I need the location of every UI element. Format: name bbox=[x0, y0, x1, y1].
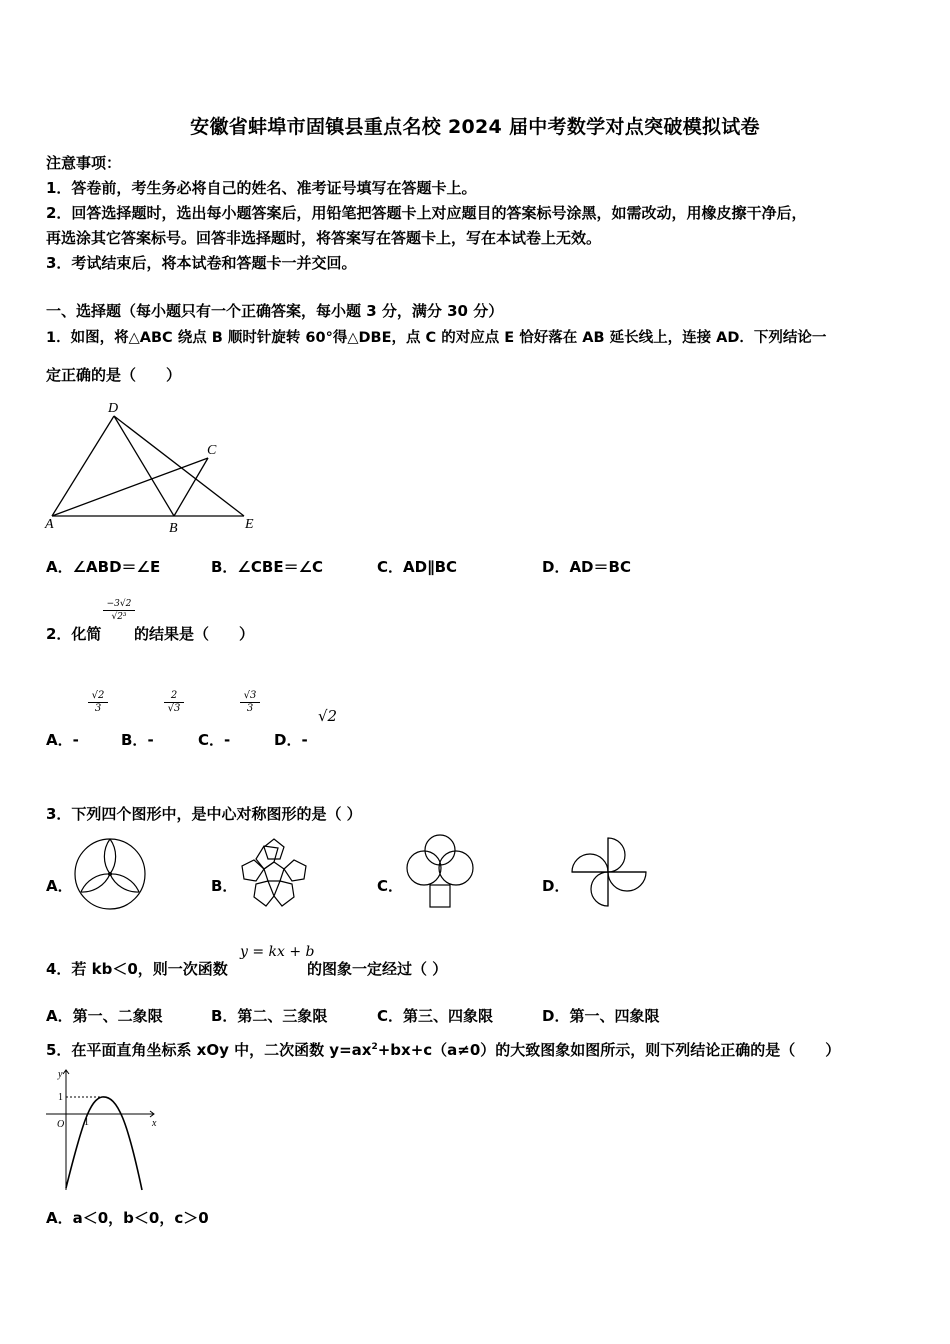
origin-label: O bbox=[57, 1119, 65, 1130]
q1-stem: 1．如图，将△ABC 绕点 B 顺时针旋转 60°得△DBE，点 C 的对应点 E 恰好落在 AB 延长线上，连接 AD．下列结论一 bbox=[46, 330, 827, 346]
q1-stem-2: 定正确的是（ ） bbox=[46, 366, 182, 384]
q3-figure-c bbox=[400, 832, 480, 916]
y-one-label: 1 bbox=[58, 1092, 63, 1103]
label-b: B bbox=[169, 521, 178, 536]
notice-heading: 注意事项： bbox=[46, 154, 122, 172]
axis-y-label: y bbox=[58, 1069, 63, 1080]
q2-option-c[interactable]: C．- bbox=[198, 731, 231, 749]
q2-b-fraction bbox=[164, 690, 184, 715]
q4-formula: y = kx + b bbox=[240, 944, 315, 960]
q4-option-d[interactable]: D．第一、四象限 bbox=[542, 1007, 660, 1025]
axis-x-label: x bbox=[152, 1118, 157, 1129]
q2-c-denominator: 3 bbox=[246, 703, 254, 714]
q5-stem: 5．在平面直角坐标系 xOy 中，二次函数 $y=ax^2+bx+c(a\ne 0)$的大致图象如图所示，则下列结论正确的是（ ） bbox=[46, 1041, 841, 1059]
label-c: C bbox=[207, 443, 217, 458]
q2-option-d[interactable]: D．- bbox=[274, 731, 308, 749]
q1-option-a[interactable]: A．∠ABD＝∠E bbox=[46, 558, 161, 576]
q4-option-a[interactable]: A．第一、二象限 bbox=[46, 1007, 163, 1025]
q3-figure-a bbox=[70, 834, 150, 914]
q2-b-denominator: √3 bbox=[167, 703, 181, 714]
q4-option-b[interactable]: B．第二、三象限 bbox=[211, 1007, 328, 1025]
q3-figure-d bbox=[566, 834, 652, 914]
notice-item: 2．回答选择题时，选出每小题答案后，用铅笔把答题卡上对应题目的答案标号涂黑，如需改动，用橡皮擦干净后， bbox=[46, 204, 807, 222]
label-e: E bbox=[245, 517, 254, 532]
q2-a-fraction bbox=[88, 690, 108, 715]
section-heading: 一、选择题（每小题只有一个正确答案，每小题 3 分，满分 30 分） bbox=[46, 302, 504, 320]
q2-d-value: √2 bbox=[318, 707, 338, 725]
q1-option-b[interactable]: B．∠CBE＝∠C bbox=[211, 558, 324, 576]
q4-prefix: 4．若 kb＜0，则一次函数 bbox=[46, 960, 228, 978]
q3-option-c[interactable]: C． bbox=[377, 877, 404, 895]
q4-option-c[interactable]: C．第三、四象限 bbox=[377, 1007, 494, 1025]
q3-stem: 3．下列四个图形中，是中心对称图形的是（ ） bbox=[46, 805, 362, 823]
q2-option-b[interactable]: B．- bbox=[121, 731, 154, 749]
q2-c-numerator: √3 bbox=[240, 690, 260, 703]
q5-option-a[interactable]: A．a＜0，b＜0，c＞0 bbox=[46, 1209, 209, 1227]
label-d: D bbox=[108, 401, 119, 416]
q2-suffix: 的结果是（ ） bbox=[134, 625, 255, 643]
q2-b-numerator: 2 bbox=[164, 690, 184, 703]
notice-item: 3．考试结束后，将本试卷和答题卡一并交回。 bbox=[46, 254, 357, 272]
q1-option-d[interactable]: D．AD＝BC bbox=[542, 558, 631, 576]
q1-triangle-figure bbox=[44, 396, 264, 536]
q2-a-denominator: 3 bbox=[94, 703, 102, 714]
page-title: 安徽省蚌埠市固镇县重点名校 2024 届中考数学对点突破模拟试卷 bbox=[190, 116, 760, 138]
q3-figure-b bbox=[234, 834, 314, 914]
q3-option-b[interactable]: B． bbox=[211, 877, 238, 895]
x-one-label: 1 bbox=[84, 1117, 89, 1128]
q2-expr-numerator: −3√2 bbox=[103, 598, 135, 611]
q2-a-numerator: √2 bbox=[88, 690, 108, 703]
q3-option-d[interactable]: D． bbox=[542, 877, 570, 895]
q2-expression bbox=[103, 598, 135, 623]
q2-expr-denominator: √2³ bbox=[111, 612, 127, 622]
q2-c-fraction bbox=[240, 690, 260, 715]
notice-item: 再选涂其它答案标号。回答非选择题时，将答案写在答题卡上，写在本试卷上无效。 bbox=[46, 229, 602, 247]
notice-item: 1．答卷前，考生务必将自己的姓名、准考证号填写在答题卡上。 bbox=[46, 179, 477, 197]
q5-parabola-graph bbox=[42, 1064, 166, 1194]
q3-option-a[interactable]: A． bbox=[46, 877, 73, 895]
label-a: A bbox=[45, 517, 54, 532]
q4-suffix: 的图象一定经过（ ） bbox=[307, 960, 448, 978]
q2-prefix: 2．化简 bbox=[46, 625, 102, 643]
q2-option-a[interactable]: A．- bbox=[46, 731, 79, 749]
q1-option-c[interactable]: C．AD∥BC bbox=[377, 558, 458, 576]
